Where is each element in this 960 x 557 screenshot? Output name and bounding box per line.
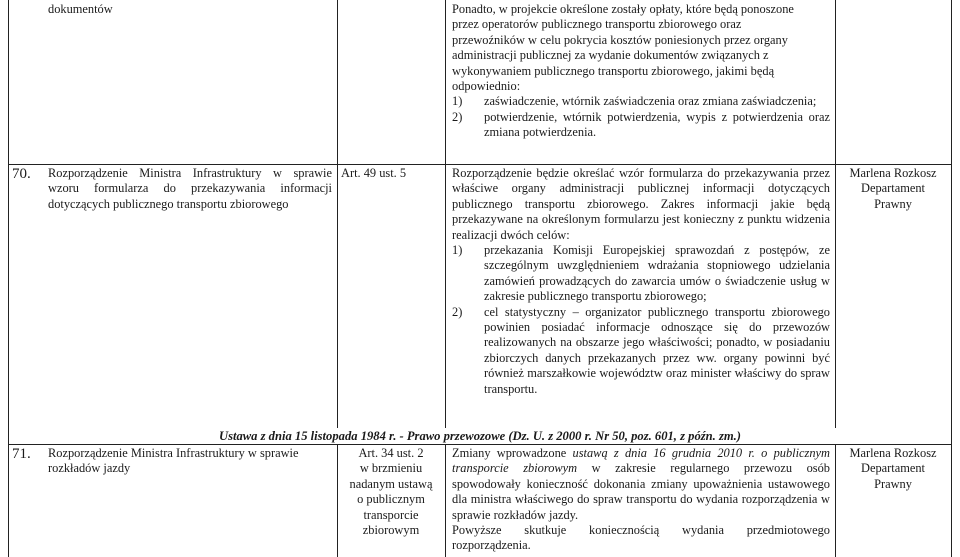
row71-desc-tail: Powyższe skutkuje koniecznością wydania przedmiotowego rozporządzenia. bbox=[452, 523, 830, 553]
section-heading: Ustawa z dnia 15 listopada 1984 r. - Prawo przewozowe (Dz. U. z 2000 r. Nr 50, poz. 601, z późn. zm.) bbox=[218, 429, 741, 443]
row70-list bbox=[452, 243, 830, 397]
row71-responsible bbox=[836, 446, 950, 492]
row71-article bbox=[338, 446, 444, 538]
row70-responsible bbox=[836, 166, 950, 212]
article-line: zbiorowym bbox=[362, 523, 420, 538]
responsible-name: Marlena Rozkosz bbox=[849, 446, 937, 460]
list-item: 2) potwierdzenie, wtórnik potwierdzenia, wypis z potwierdzenia oraz zmiana potwierdzenia. bbox=[452, 109, 830, 140]
row70-title: Rozporządzenie Ministra Infrastruktury w sprawie wzoru formularza do przekazywania informacji dotyczących publicznego transportu zbiorowego bbox=[48, 166, 332, 211]
row69-list bbox=[452, 94, 830, 140]
responsible-dept: Prawny bbox=[874, 476, 912, 491]
responsible-name: Marlena Rozkosz bbox=[849, 166, 937, 180]
row71-description bbox=[452, 446, 830, 554]
section-divider-bottom bbox=[8, 444, 951, 445]
responsible-dept: Prawny bbox=[874, 196, 912, 211]
row69-description bbox=[452, 2, 830, 141]
row70-number: 70. bbox=[12, 166, 31, 182]
list-item: 1) przekazania Komisji Europejskiej sprawozdań z postępów, ze szczególnym uwzględnieniem wdrażania stopniowego udzielania zamówień prowadzących do zawarcia umów o świadczenie usług w zakresie publicznego transportu zbiorowego; bbox=[452, 243, 830, 304]
article-line: w brzmieniu bbox=[359, 461, 423, 476]
row71-title: Rozporządzenie Ministra Infrastruktury w sprawie rozkładów jazdy bbox=[48, 446, 299, 476]
row70-article: Art. 49 ust. 5 bbox=[341, 166, 407, 180]
list-item: 1) zaświadczenie, wtórnik zaświadczenia oraz zmiana zaświadczenia; bbox=[452, 94, 817, 109]
row70-description bbox=[452, 166, 830, 397]
row69-desc-line: przez operatorów publicznego transportu zbiorowego oraz bbox=[452, 17, 742, 32]
row69-desc-line: Ponadto, w projekcie określone zostały opłaty, które będą ponoszone bbox=[452, 2, 794, 16]
article-line: Art. 34 ust. 2 bbox=[358, 446, 424, 460]
row69-title: dokumentów bbox=[48, 2, 113, 16]
row69-desc-line: przewoźników w celu pokrycia kosztów poniesionych przez organy bbox=[452, 32, 788, 47]
article-line: nadanym ustawą bbox=[349, 476, 433, 491]
act-reference: ustawą z dnia 16 grudnia 2010 r. o publicznym transporcie zbiorowym bbox=[452, 446, 831, 476]
table-border-left bbox=[8, 0, 9, 557]
responsible-dept: Departament bbox=[861, 181, 925, 196]
column-divider-article bbox=[445, 0, 446, 557]
row71-desc-para: Zmiany wprowadzone ustawą z dnia 16 grudnia 2010 r. o publicznym transporcie zbiorowym w zakresie regularnego przewozu osób spowodowały konieczność dokonania zmiany upoważnienia ustawowego dla ministra właściwego do spraw transportu do wydania rozporządzenia w sprawie rozkładów jazdy. bbox=[452, 446, 831, 522]
row-divider-before-70 bbox=[8, 164, 951, 165]
table-border-right bbox=[951, 0, 952, 557]
row69-desc-line: administracji publicznej za wydanie dokumentów związanych z bbox=[452, 48, 769, 63]
row71-number: 71. bbox=[12, 446, 31, 462]
article-line: o publicznym bbox=[357, 492, 425, 507]
row69-desc-line: odpowiednio: bbox=[452, 79, 521, 94]
responsible-dept: Departament bbox=[861, 461, 925, 476]
row69-desc-line: wykonywaniem publicznego transportu zbiorowego, jakimi będą bbox=[452, 63, 775, 78]
article-line: transporcie bbox=[363, 507, 419, 522]
list-item: 2) cel statystyczny – organizator publicznego transportu zbiorowego powinien posiadać informacje odnoszące się do przewozów realizowanych na obszarze jego właściwości; ponadto, w posiadaniu zbiorczych danych przekazanych przez ww. organy powinni być również marszałkowie województw oraz minister właściwy do spraw transportu. bbox=[452, 304, 830, 396]
row70-desc-text: Rozporządzenie będzie określać wzór formularza do przekazywania przez właściwe organy administracji publicznej informacji dotyczących publicznego transportu zbiorowego. Zakres informacji jakie będą przekazywane na określonym formularzu jest konieczny z punktu widzenia realizacji dwóch celów: bbox=[452, 166, 830, 242]
